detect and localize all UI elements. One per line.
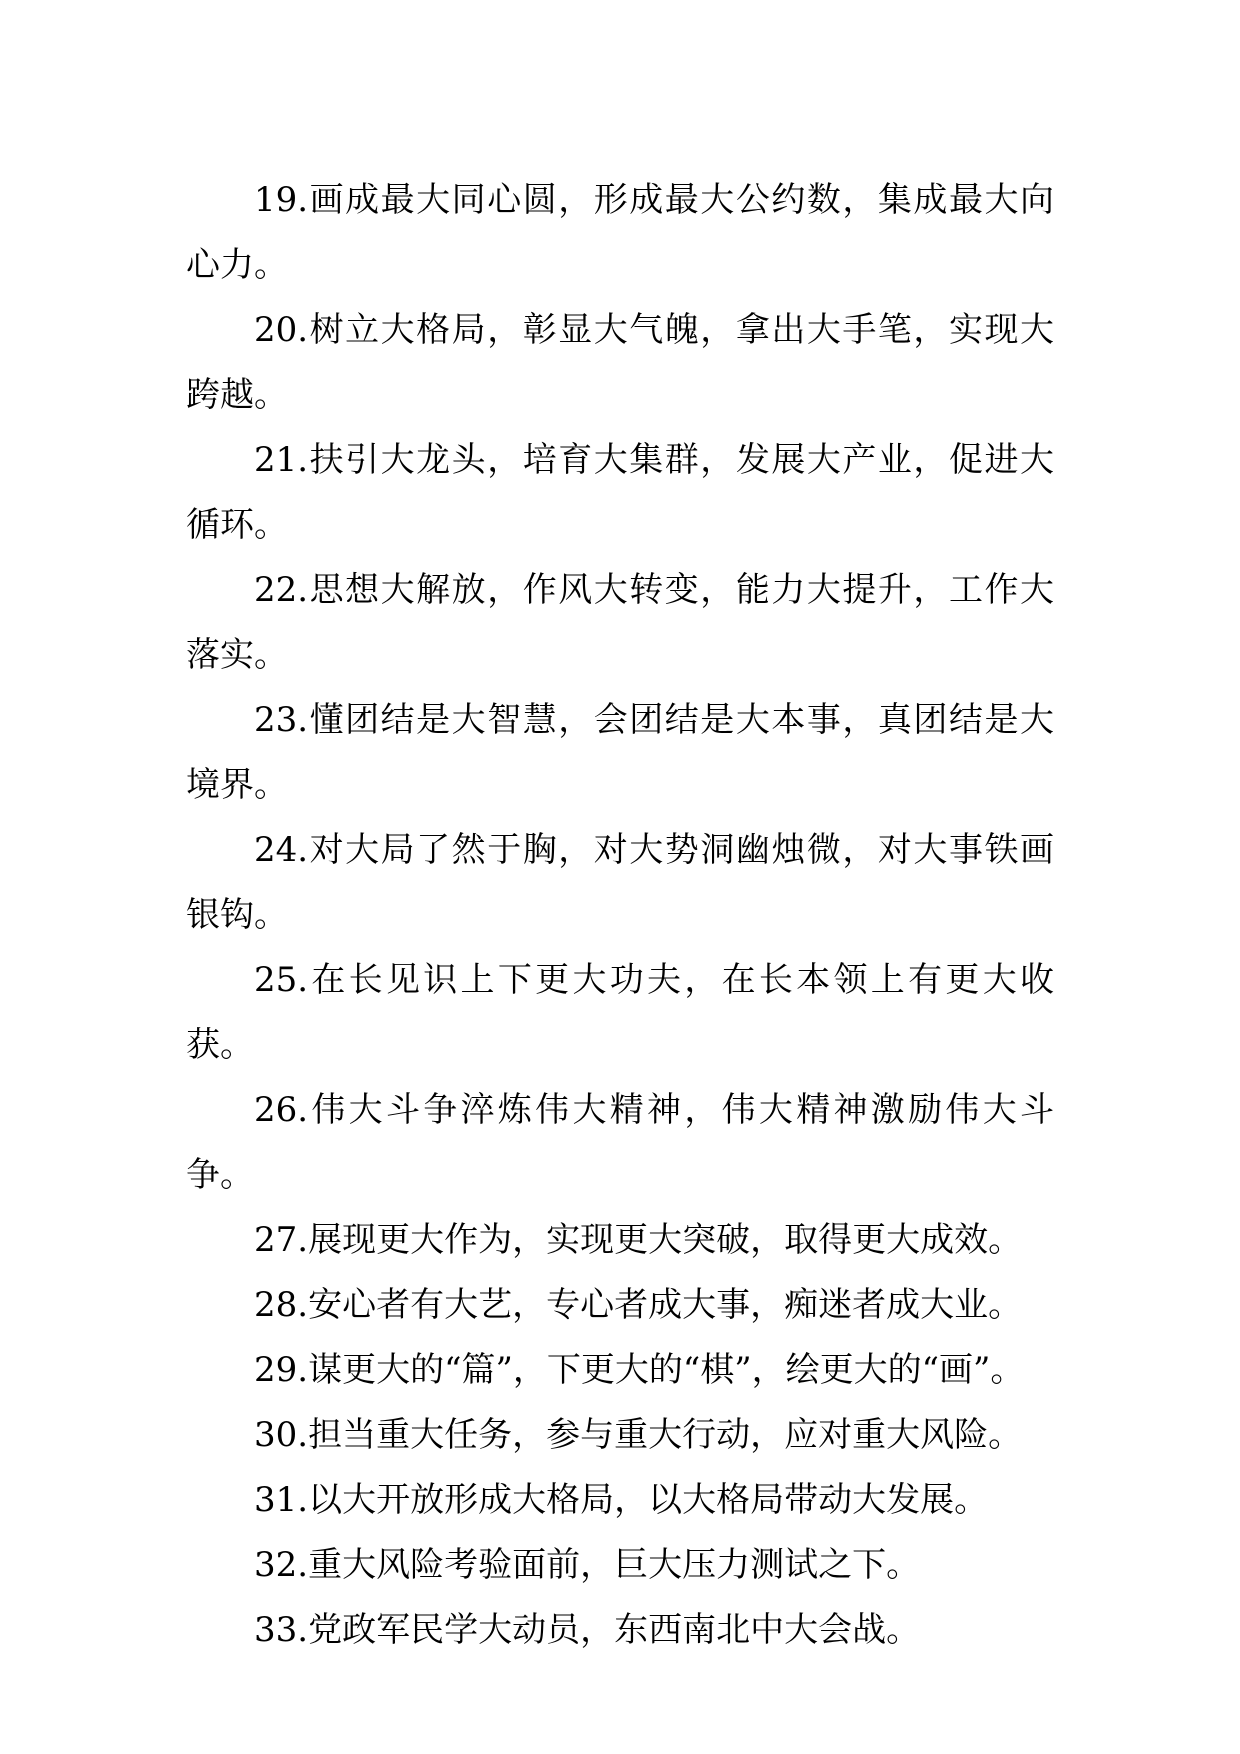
- paragraph-32: 32.重大风险考验面前，巨大压力测试之下。: [254, 1545, 921, 1585]
- paragraph-26: 26.伟大斗争淬炼伟大精神，伟大精神激励伟大斗争。: [186, 1090, 1054, 1195]
- paragraph-25: 25.在长见识上下更大功夫，在长本领上有更大收获。: [186, 960, 1054, 1065]
- paragraph-29: 29.谋更大的“篇”，下更大的“棋”，绘更大的“画”。: [254, 1350, 1025, 1390]
- paragraph-31: 31.以大开放形成大格局，以大格局带动大发展。: [254, 1480, 989, 1520]
- paragraph-23: 23.懂团结是大智慧，会团结是大本事，真团结是大境界。: [186, 700, 1054, 805]
- paragraph-22: 22.思想大解放，作风大转变，能力大提升，工作大落实。: [186, 570, 1054, 675]
- paragraph-21: 21.扶引大龙头，培育大集群，发展大产业，促进大循环。: [186, 440, 1054, 545]
- paragraph-28: 28.安心者有大艺，专心者成大事，痴迷者成大业。: [254, 1285, 1023, 1325]
- paragraph-19: 19.画成最大同心圆，形成最大公约数，集成最大向心力。: [186, 180, 1054, 285]
- paragraph-20: 20.树立大格局，彰显大气魄，拿出大手笔，实现大跨越。: [186, 310, 1054, 415]
- paragraph-33: 33.党政军民学大动员，东西南北中大会战。: [254, 1610, 921, 1650]
- paragraph-27: 27.展现更大作为，实现更大突破，取得更大成效。: [254, 1220, 1023, 1260]
- paragraph-30: 30.担当重大任务，参与重大行动，应对重大风险。: [254, 1415, 1023, 1455]
- paragraph-24: 24.对大局了然于胸，对大势洞幽烛微，对大事铁画银钩。: [186, 830, 1054, 935]
- document-body: [186, 168, 1054, 1663]
